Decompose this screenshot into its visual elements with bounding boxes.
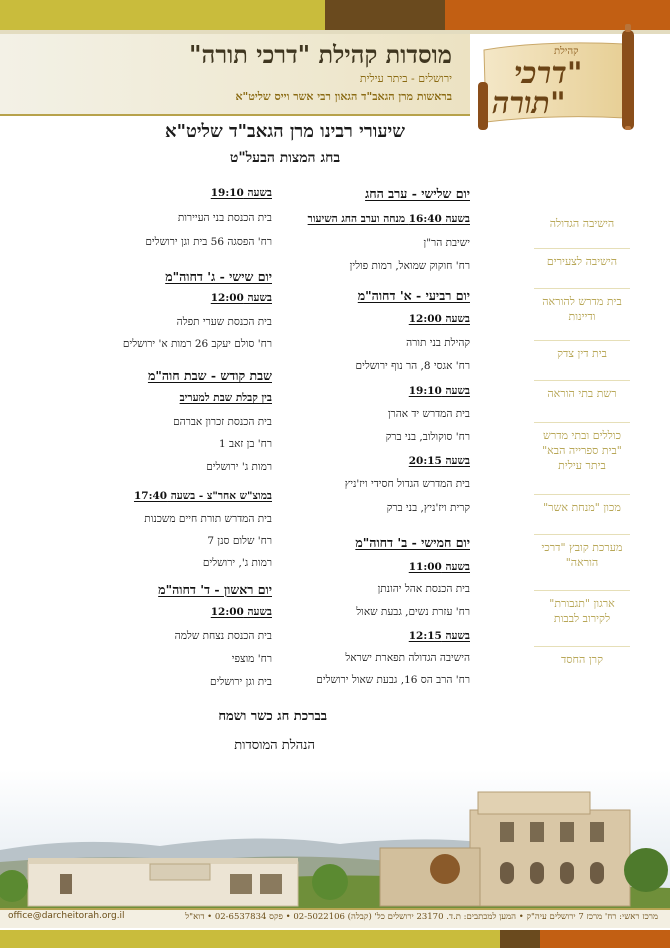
org-title: מוסדות קהילת "דרכי תורה" — [189, 40, 452, 69]
logo-line-1: דרכי" — [514, 56, 583, 91]
schedule-day-heading: יום חמישי - ב' דחוה"מ — [355, 535, 470, 550]
footer-address: מרכז ראשי: רח' מרכז 7 ירושלים עיה"ק • המען למכתבים: ת.ד. 23170 ירושלים כל' (קבלה) 02-5022106 • פקס 02-6537834 • דוא"ל — [185, 912, 658, 922]
bottom-strip-olive — [0, 930, 500, 948]
schedule-location: בית הכנסת בני העיירות — [177, 212, 272, 224]
schedule-time: בשעה 12:15 — [408, 630, 470, 642]
logo-line-2: תורה" — [492, 86, 566, 121]
sidebar-separator — [534, 422, 630, 423]
top-strip-brown — [325, 0, 445, 30]
schedule-location: רמות ג' ירושלים — [206, 461, 272, 473]
page-title: שיעורי רבינו מרן הגאב"ד שליט"א — [165, 121, 405, 142]
closing-signoff: הנהלת המוסדות — [234, 738, 315, 753]
schedule-day-heading: יום ראשון - ד' דחוה"מ — [158, 582, 272, 597]
bottom-strip-rust — [540, 930, 670, 948]
schedule-location: רח' חוקוק שמואל, רמות פולין — [349, 260, 470, 272]
schedule-time: במוצ"ש אחר"צ - בשעה 17:40 — [133, 490, 272, 502]
bottom-strip-brown — [500, 930, 540, 948]
page-subtitle: בחג המצות הבעל"ט — [229, 150, 341, 166]
closing-blessing: בברכת חג כשר ושמח — [218, 709, 327, 724]
schedule-location: רח' אגסי 8, הר נוף ירושלים — [355, 360, 470, 372]
schedule-day-heading: יום רביעי - א' דחוה"מ — [357, 288, 470, 303]
sidebar-item: ארגון "תגבורת" לקירוב לבבות — [549, 597, 615, 625]
sidebar-separator — [534, 646, 630, 647]
org-leader: בראשות מרן הגאב"ד הגאון רבי אשר וייס שליט"א — [235, 90, 452, 103]
sidebar-item: בית מדרש להוראה ודיינות — [542, 295, 622, 323]
schedule-day-heading: שבת קודש - שבת חוה"מ — [147, 368, 272, 383]
sidebar-separator — [534, 590, 630, 591]
schedule-location: בית הכנסת שערי תפלה — [176, 316, 272, 328]
schedule-location: רח' הפסגה 56 בית וגן ירושלים — [145, 236, 272, 248]
schedule-location: בית הכנסת נצחת שלמה — [174, 630, 272, 642]
schedule-location: בית המדרש הגדול חסידי ויז'ניץ — [344, 478, 470, 490]
schedule-time: בשעה 20:15 — [408, 455, 470, 467]
schedule-location: בית המדרש תורת חיים משכנות — [144, 513, 272, 525]
schedule-location: ישיבת הר"ן — [423, 237, 470, 249]
schedule-time: בשעה 11:00 — [408, 561, 470, 573]
institutions-sidebar — [530, 206, 670, 684]
footer-email[interactable]: office@darcheitorah.org.il — [8, 911, 125, 921]
sidebar-item: הישיבה הגדולה — [549, 217, 615, 230]
schedule-location: בית וגן ירושלים — [210, 676, 272, 688]
sidebar-separator — [534, 380, 630, 381]
schedule-time: בשעה 19:10 — [408, 385, 470, 397]
schedule-time: בשעה 12:00 — [408, 313, 470, 325]
header-rule — [0, 114, 470, 116]
schedule-location: רח' בן זאב 1 — [219, 438, 272, 450]
sidebar-item: קרן החסד — [561, 653, 603, 666]
schedule-location: בית הכנסת זכרון אברהם — [173, 416, 272, 428]
schedule-location: רח' הרב הס 16, גבעת שאול ירושלים — [316, 674, 470, 686]
sidebar-item: רשת בתי הוראה — [547, 387, 617, 400]
schedule-location: רח' סולם יעקב 26 רמות א' ירושלים — [122, 338, 272, 350]
sidebar-item: מערכת קובץ "דרכי הוראה" — [541, 541, 623, 569]
schedule-day-heading: יום שישי - ג' דחוה"מ — [165, 269, 272, 284]
sidebar-separator — [534, 534, 630, 535]
schedule-location: קהילת בני תורה — [406, 337, 470, 349]
logo-small-text: קהילת — [554, 46, 579, 57]
schedule-location: רח' שלום סנן 7 — [207, 535, 272, 547]
sidebar-separator — [534, 288, 630, 289]
schedule-time: בשעה 16:40 מנחה וערב החג השיעור — [307, 213, 470, 225]
sidebar-item: כוללים ובתי מדרש "בית ספרייה הבא" ביתר עילית — [542, 429, 622, 472]
schedule-time: בין קבלת שבת למעריב — [179, 392, 272, 404]
schedule-time: בשעה 12:00 — [210, 606, 272, 618]
org-location: ירושלים - ביתר עילית — [359, 72, 452, 85]
sidebar-separator — [534, 248, 630, 249]
sidebar-separator — [534, 340, 630, 341]
sidebar-item: בית דין צדק — [557, 347, 607, 360]
schedule-time: בשעה 12:00 — [210, 292, 272, 304]
sidebar-item: הישיבה לצעירים — [546, 255, 618, 268]
schedule-location: קרית ויז'ניץ, בני ברק — [386, 502, 470, 514]
schedule-location: בית הכנסת אהל יהונתן — [377, 583, 470, 595]
schedule-location: בית המדרש יד אהרן — [387, 408, 470, 420]
schedule-location: רמות ג', ירושלים — [202, 557, 272, 569]
buildings-illustration — [0, 770, 670, 910]
schedule-location: רח' סוקולוב, בני ברק — [385, 431, 470, 443]
schedule-location: רח' עזרת נשים, גבעת שאול — [356, 606, 470, 618]
top-strip-olive — [0, 0, 325, 30]
sidebar-item: מכון "מנחת אשר" — [543, 501, 621, 514]
schedule-time: בשעה 19:10 — [210, 187, 272, 199]
schedule-location: רח' מוצפי — [231, 653, 272, 665]
schedule-day-heading: יום שלישי - ערב החג — [365, 186, 470, 201]
sidebar-separator — [534, 494, 630, 495]
org-logo — [474, 22, 650, 130]
schedule-location: הישיבה הגדולה תפארת ישראל — [345, 652, 470, 664]
